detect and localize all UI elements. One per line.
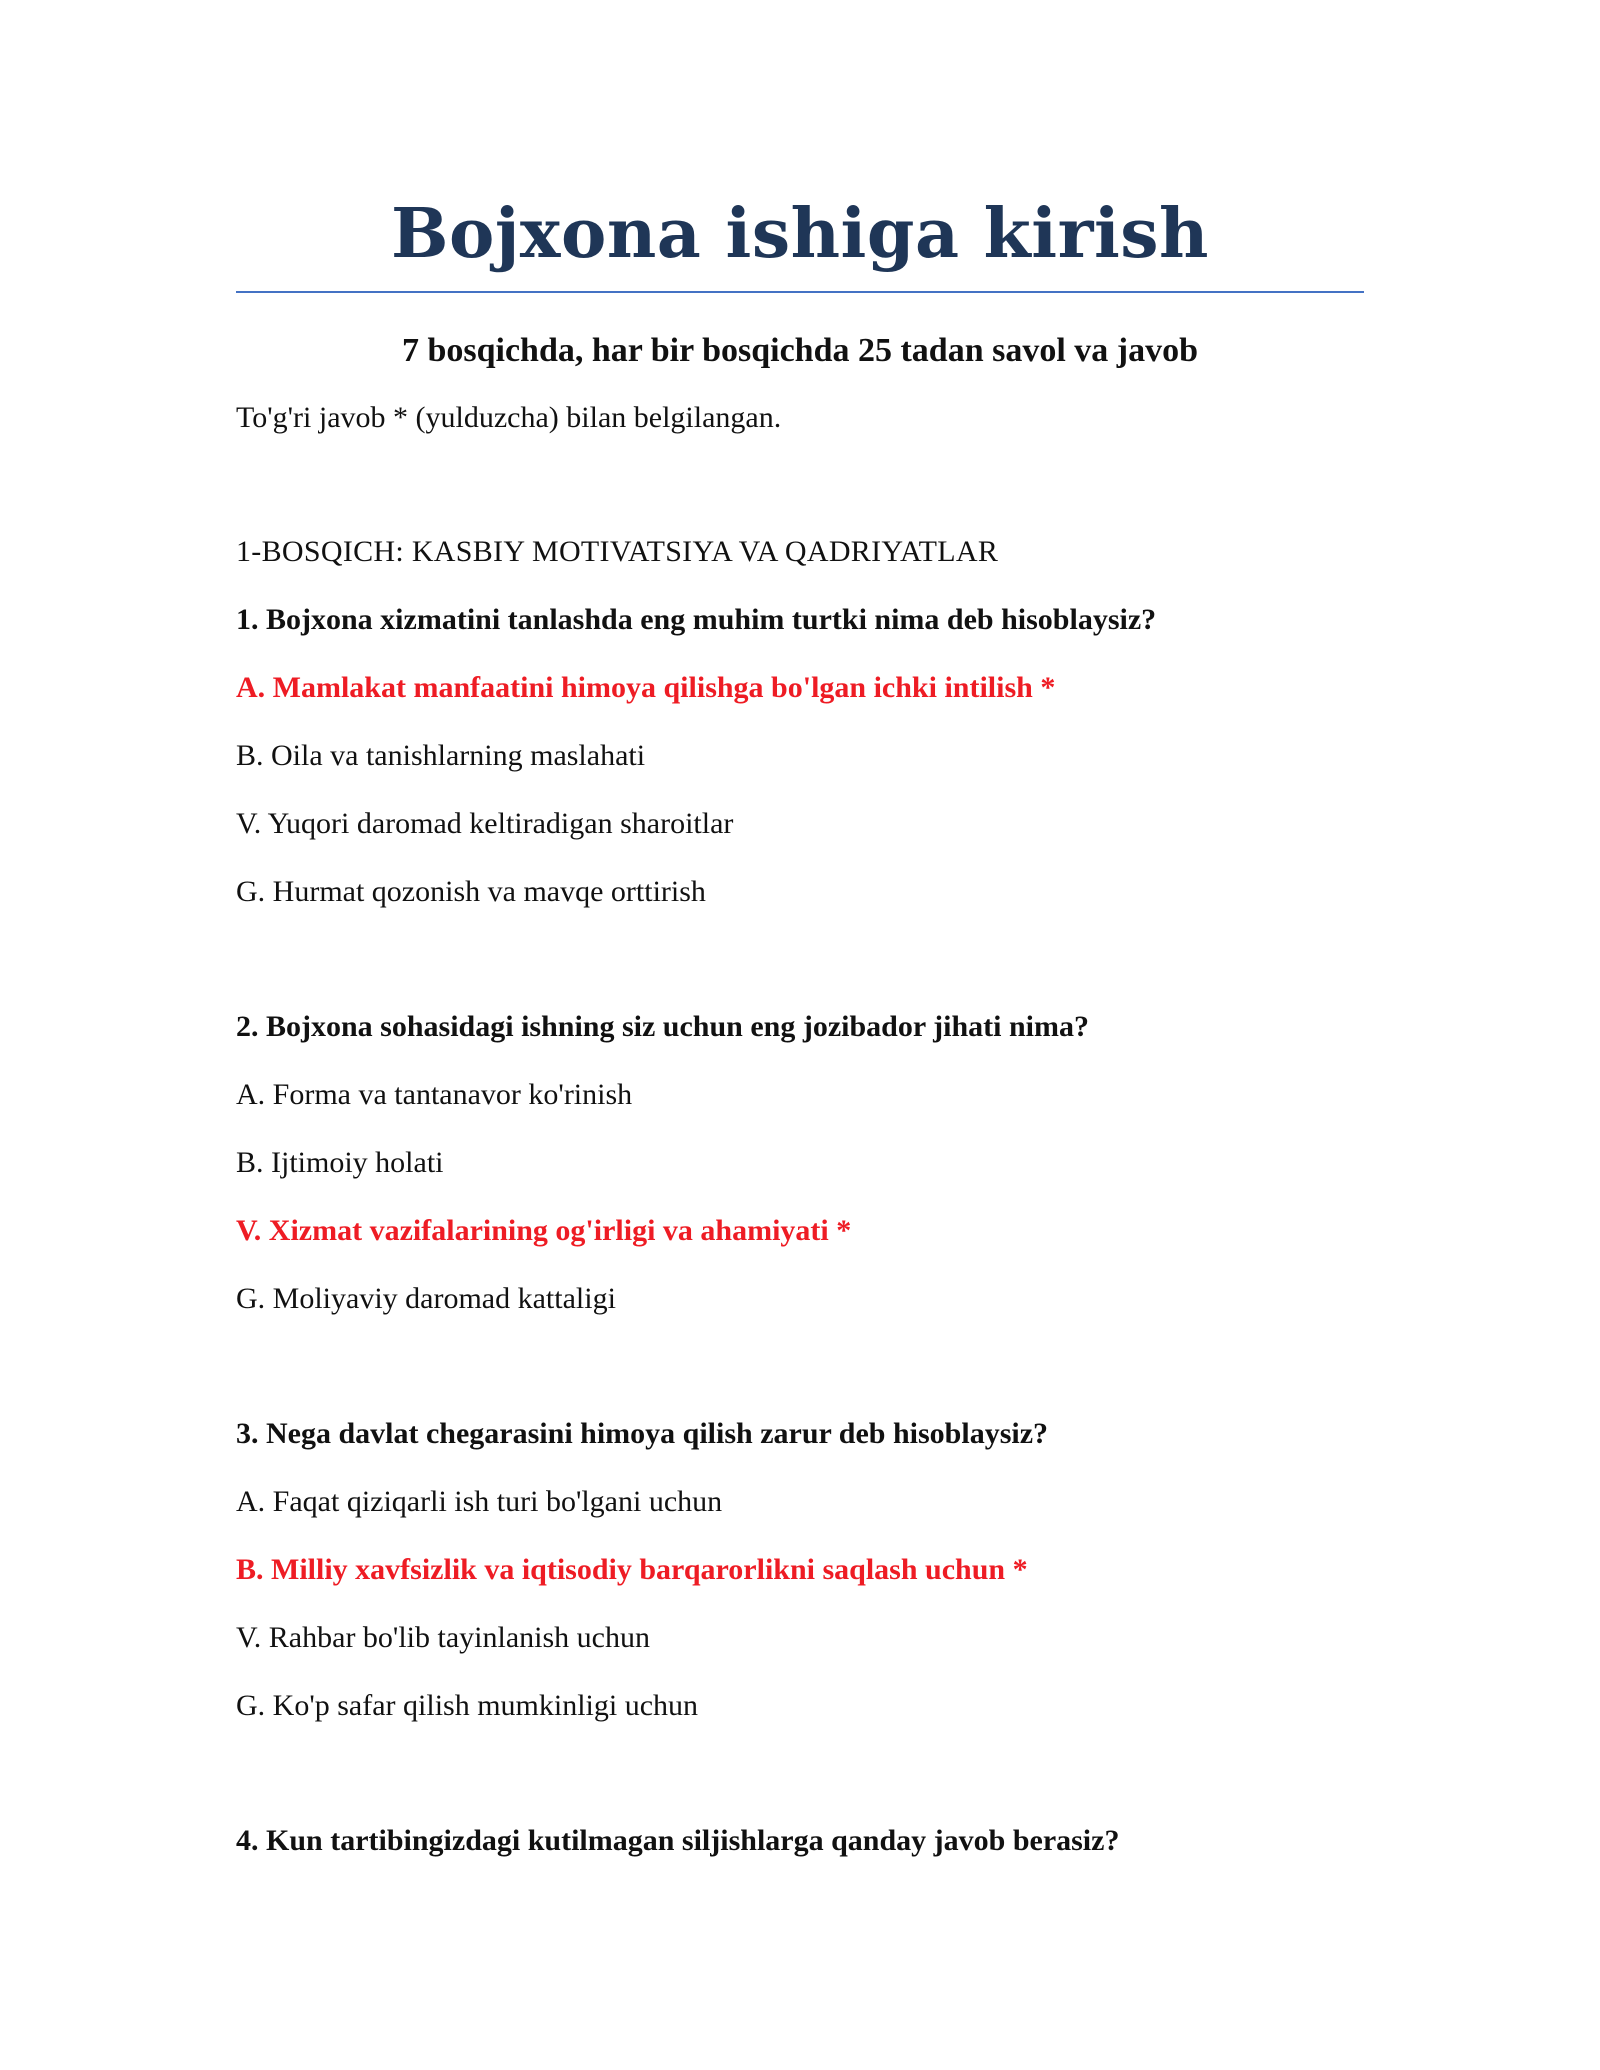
question-text: 1. Bojxona xizmatini tanlashda eng muhim turtki nima deb hisoblaysiz? bbox=[236, 603, 1157, 636]
answer-option: G. Ko'p safar qilish mumkinligi uchun bbox=[236, 1689, 699, 1722]
question-text: 2. Bojxona sohasidagi ishning siz uchun eng jozibador jihati nima? bbox=[236, 1010, 1089, 1043]
correct-answer-option: V. Xizmat vazifalarining og'irligi va ahamiyati * bbox=[236, 1214, 852, 1247]
question-block bbox=[236, 598, 1364, 914]
answer-option: B. Ijtimoiy holati bbox=[236, 1146, 444, 1179]
answer-option: B. Oila va tanishlarning maslahati bbox=[236, 739, 646, 772]
correct-answer-option: B. Milliy xavfsizlik va iqtisodiy barqarorlikni saqlash uchun * bbox=[236, 1553, 1028, 1586]
answer-option: V. Yuqori daromad keltiradigan sharoitlar bbox=[236, 807, 734, 840]
question-text: 4. Kun tartibingizdagi kutilmagan siljishlarga qanday javob berasiz? bbox=[236, 1824, 1120, 1857]
question-block bbox=[236, 1819, 1364, 1863]
question-list bbox=[236, 598, 1364, 1863]
document-content bbox=[236, 184, 1364, 1863]
question-block bbox=[236, 1412, 1364, 1728]
answer-option: G. Hurmat qozonish va mavqe orttirish bbox=[236, 875, 706, 908]
answer-key-note: To'g'ri javob * (yulduzcha) bilan belgilangan. bbox=[236, 401, 782, 434]
answer-option: V. Rahbar bo'lib tayinlanish uchun bbox=[236, 1621, 650, 1654]
answer-option: G. Moliyaviy daromad kattaligi bbox=[236, 1282, 616, 1315]
document-subtitle: 7 bosqichda, har bir bosqichda 25 tadan savol va javob bbox=[401, 332, 1199, 369]
answer-option: A. Faqat qiziqarli ish turi bo'lgani uchun bbox=[236, 1485, 723, 1518]
question-block bbox=[236, 1005, 1364, 1321]
title-underline bbox=[236, 291, 1364, 293]
section-heading: 1-BOSQICH: KASBIY MOTIVATSIYA VA QADRIYATLAR bbox=[236, 535, 999, 568]
question-text: 3. Nega davlat chegarasini himoya qilish zarur deb hisoblaysiz? bbox=[236, 1417, 1049, 1450]
answer-option: A. Forma va tantanavor ko'rinish bbox=[236, 1078, 633, 1111]
correct-answer-option: A. Mamlakat manfaatini himoya qilishga bo'lgan ichki intilish * bbox=[236, 671, 1056, 704]
document-title: Bojxona ishiga kirish bbox=[391, 194, 1209, 274]
